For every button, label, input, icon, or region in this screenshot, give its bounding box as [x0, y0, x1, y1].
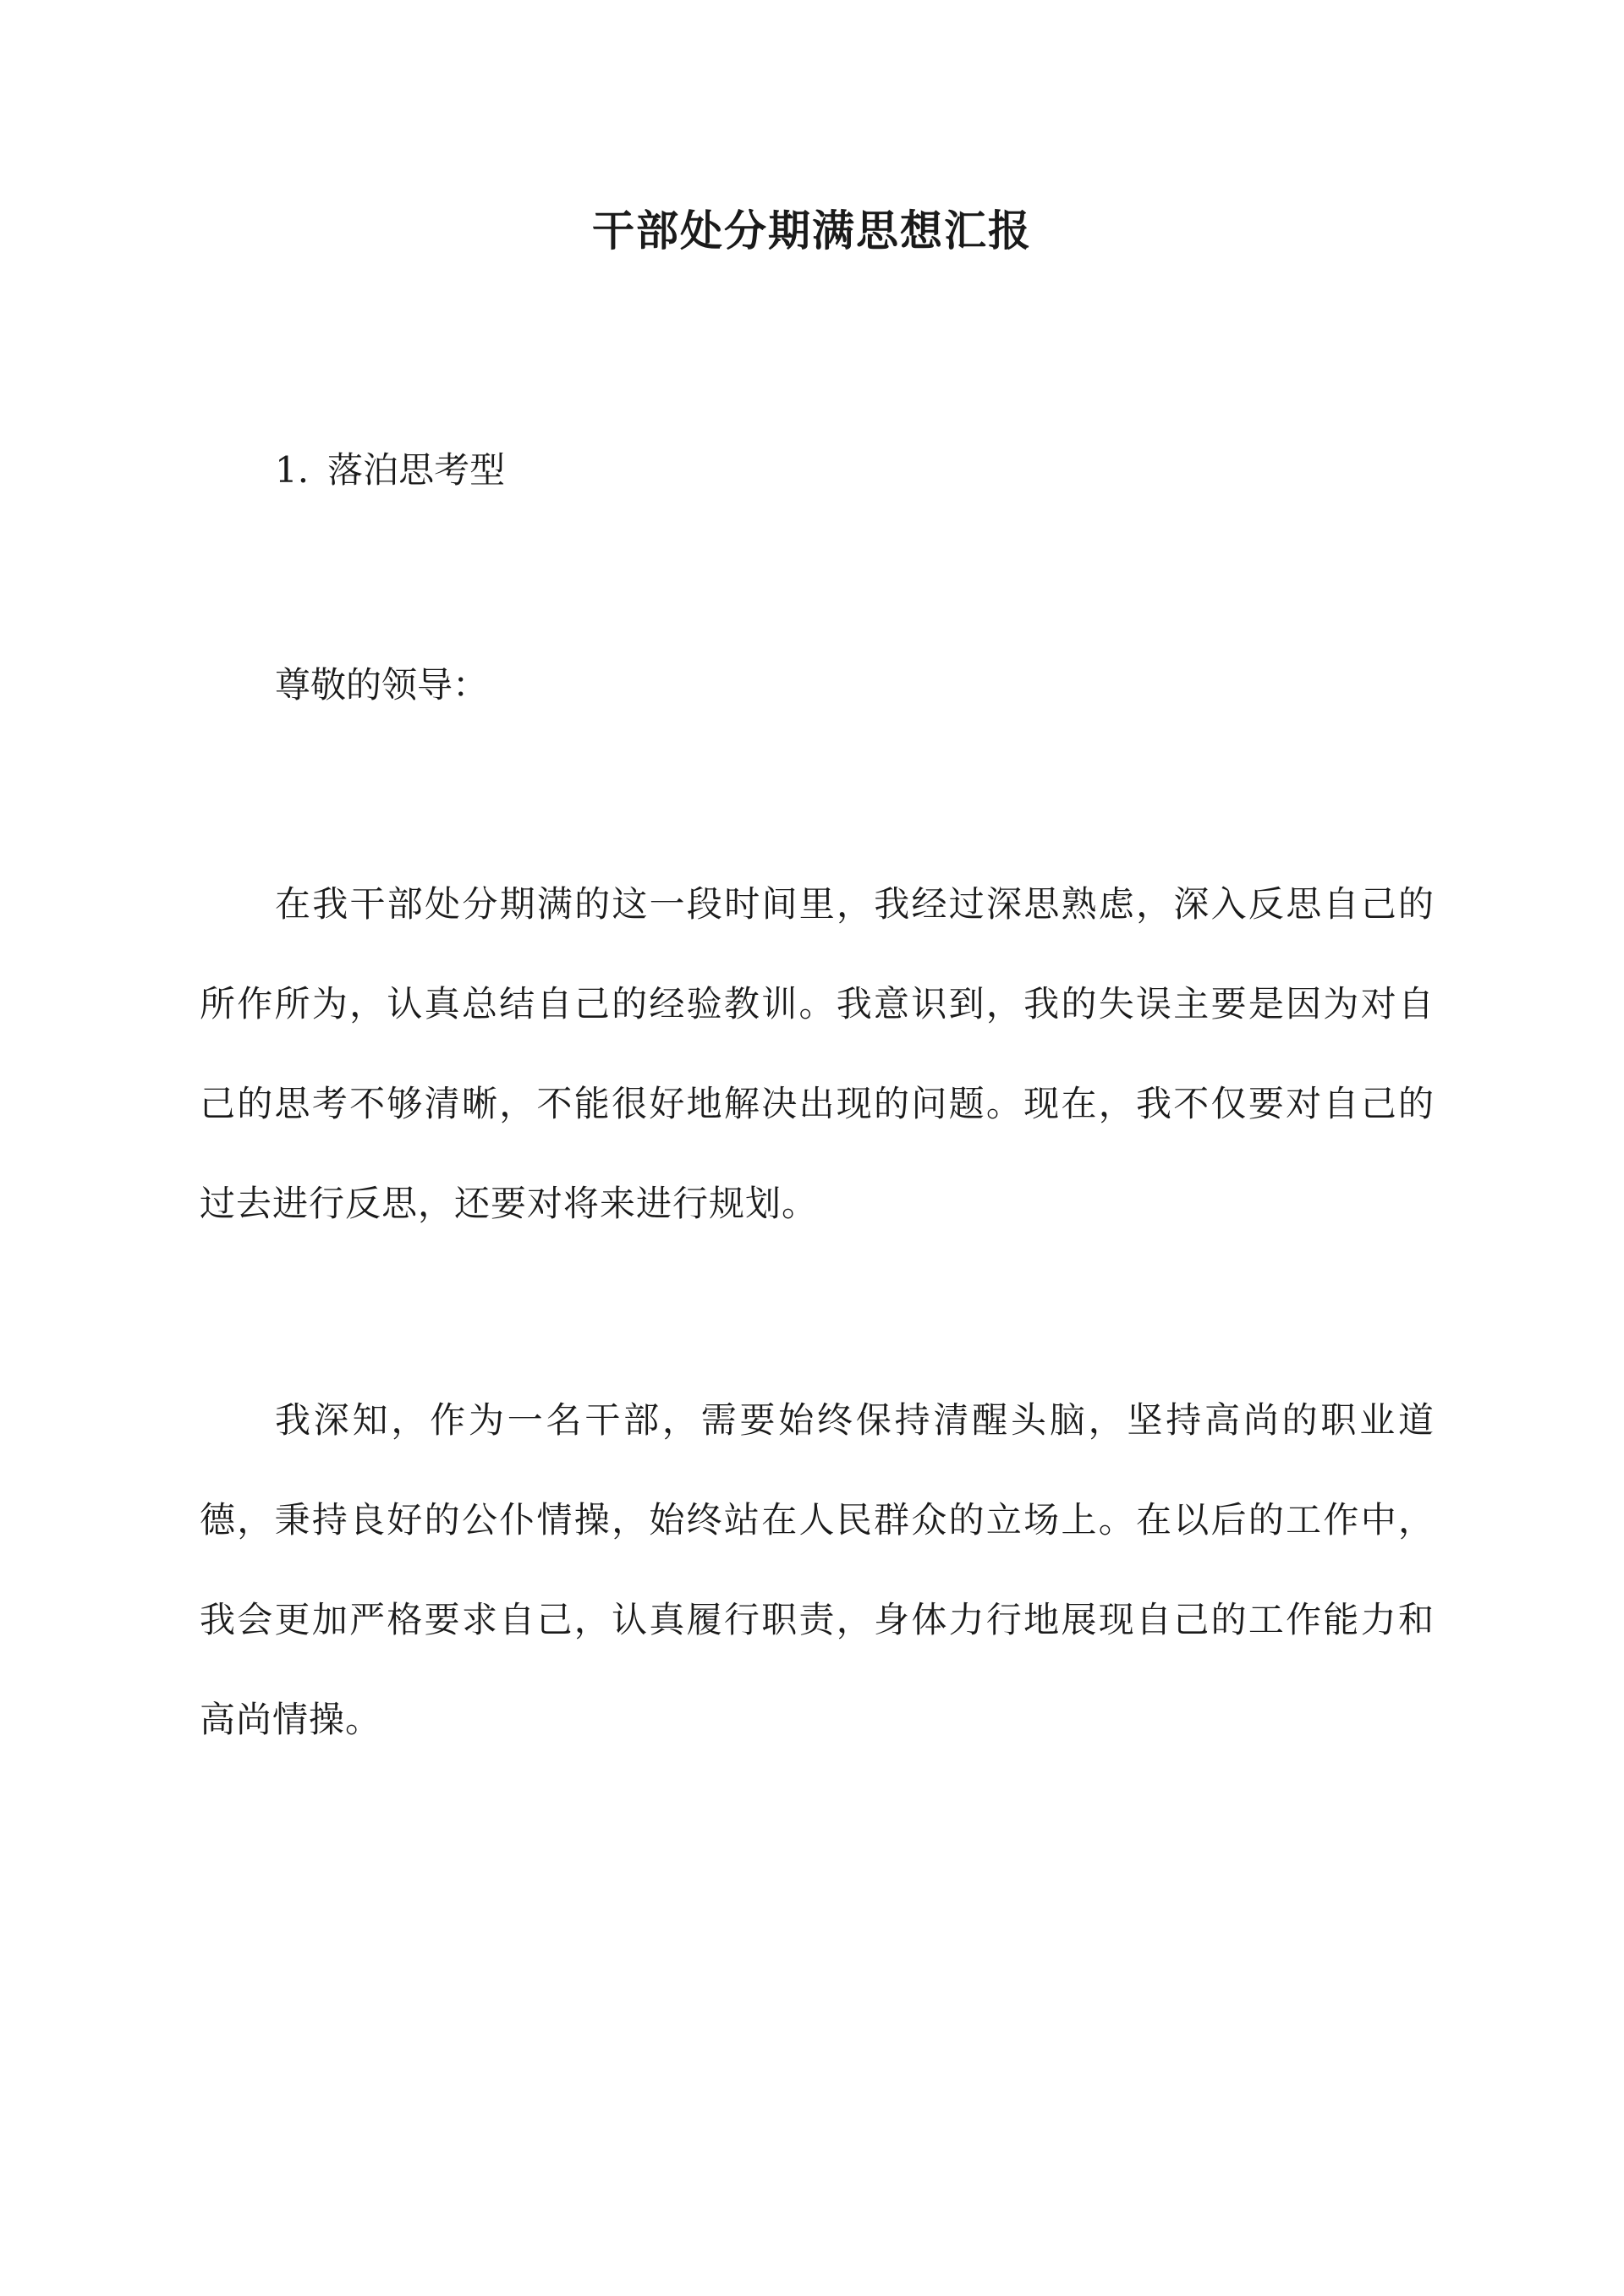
body-paragraph-1: 在我干部处分期满的这一段时间里，我经过深思熟虑，深入反思自己的所作所为，认真总结自己的经验教训。我意识到，我的失误主要是因为对自己的思考不够清晰，不能很好地解决出现的问题。现在，我不仅要对自己的过去进行反思，还要对将来进行规划。: [200, 883, 1435, 1224]
salutation: 尊敬的领导：: [275, 664, 489, 706]
section-heading-text: 落泊思考型: [327, 449, 506, 491]
section-number: 1.: [275, 449, 310, 491]
section-heading: [275, 445, 505, 496]
body-paragraph-2: 我深知，作为一名干部，需要始终保持清醒头脑，坚持高尚的职业道德，秉持良好的公仆情操，始终站在人民群众的立场上。在以后的工作中，我会更加严格要求自己，认真履行职责，身体力行地展现自己的工作能力和高尚情操。: [200, 1399, 1435, 1740]
document-title: 干部处分期满思想汇报: [592, 206, 1032, 255]
